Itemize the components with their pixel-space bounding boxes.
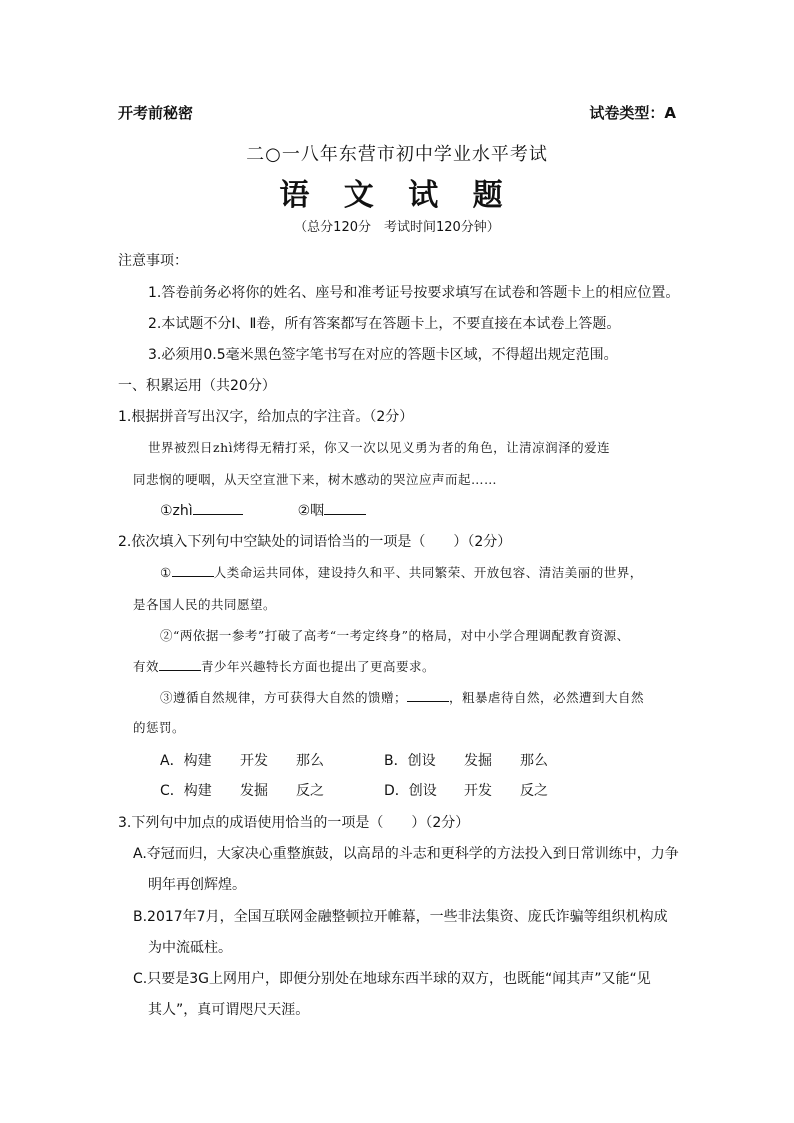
option-a-word-3: 那么 xyxy=(296,753,324,769)
question-3-stem: 3.下列句中加点的成语使用恰当的一项是（ ）（2分） xyxy=(118,815,470,831)
confidential-label: 开考前秘密 xyxy=(118,104,194,122)
question-2-options-row-1 xyxy=(160,750,548,770)
question-2-sentence-1-cont: 是各国人民的共同愿望。 xyxy=(133,597,277,612)
subject-title: 语 文 试 题 xyxy=(279,178,515,213)
option-a-word-2: 开发 xyxy=(240,753,268,769)
question-1-passage: 同悲悯的哽咽，从天空宣泄下来，树木感动的哭泣应声而起…… xyxy=(133,472,498,487)
option-c-word-3: 反之 xyxy=(296,783,324,799)
question-3-option-a: A.夺冠而归，大家决心重整旗鼓，以高昂的斗志和更科学的方法投入到日常训练中，力争 xyxy=(133,846,679,862)
answer-blank xyxy=(172,564,214,577)
notice-item: 1.答卷前务必将你的姓名、座号和准考证号按要求填写在试卷和答题卡上的相应位置。 xyxy=(148,285,680,301)
option-d-word-2: 开发 xyxy=(464,783,492,799)
option-b-word-2: 发掘 xyxy=(464,753,492,769)
question-1-stem: 1.根据拼音写出汉字，给加点的字注音。（2分） xyxy=(118,409,414,425)
question-2-stem: 2.依次填入下列句中空缺处的词语恰当的一项是（ ）（2分） xyxy=(118,534,512,550)
question-3-option-c: C.只要是3G上网用户，即便分别处在地球东西半球的双方，也既能“闻其声”又能“见 xyxy=(133,971,651,987)
question-3-option-b-cont: 为中流砥柱。 xyxy=(148,940,232,956)
section-heading: 一、积累运用（共20分） xyxy=(118,378,276,394)
exam-meta: （总分120分 考试时间120分钟） xyxy=(294,220,500,235)
question-2-options-row-2 xyxy=(160,780,548,800)
option-c-word-1: C．构建 xyxy=(160,783,212,799)
question-3-option-c-cont: 其人”，真可谓咫尺天涯。 xyxy=(148,1002,310,1018)
option-b-word-1: B．创设 xyxy=(384,753,436,769)
answer-blank xyxy=(193,502,243,515)
option-d-word-3: 反之 xyxy=(520,783,548,799)
option-c-word-2: 发掘 xyxy=(240,783,268,799)
question-2-sentence-3-cont: 的惩罚。 xyxy=(133,720,186,735)
question-3-option-b: B.2017年7月，全国互联网金融整顿拉开帷幕，一些非法集资、庞氏诈骗等组织机构成 xyxy=(133,909,668,925)
question-1-blanks xyxy=(160,500,366,520)
paper-type-label: 试卷类型：A xyxy=(589,104,676,122)
option-a-word-1: A．构建 xyxy=(160,753,212,769)
answer-blank xyxy=(324,502,366,515)
blank-2-label: ②咽 xyxy=(297,503,325,519)
question-2-sentence-2: ②“两依据一参考”打破了高考“一考定终身”的格局，对中小学合理调配教育资源、 xyxy=(160,628,630,643)
answer-blank xyxy=(407,689,449,702)
notice-item: 3.必须用0.5毫米黑色签字笔书写在对应的答题卡区域，不得超出规定范围。 xyxy=(148,347,618,363)
question-2-sentence-2-cont: 有效 青少年兴趣特长方面也提出了更高要求。 xyxy=(133,659,436,674)
answer-blank xyxy=(159,658,201,671)
question-2-sentence-3: ③遵循自然规律，方可获得大自然的馈赠； ，粗暴虐待自然，必然遭到大自然 xyxy=(160,690,645,705)
blank-1-label: ①zhì xyxy=(160,503,193,519)
option-b-word-3: 那么 xyxy=(520,753,548,769)
exam-name: 二○一八年东营市初中学业水平考试 xyxy=(246,144,548,165)
question-3-option-a-cont: 明年再创辉煌。 xyxy=(148,877,246,893)
notice-item: 2.本试题不分Ⅰ、Ⅱ卷，所有答案都写在答题卡上，不要直接在本试卷上答题。 xyxy=(148,316,621,332)
question-2-sentence-1: ① 人类命运共同体，建设持久和平、共同繁荣、开放包容、清洁美丽的世界， xyxy=(160,565,643,580)
question-1-passage: 世界被烈日zhì烤得无精打采，你又一次以见义勇为者的角色，让清凉润泽的爱连 xyxy=(148,440,611,455)
option-d-word-1: D．创设 xyxy=(384,783,437,799)
notice-title: 注意事项： xyxy=(118,253,188,269)
